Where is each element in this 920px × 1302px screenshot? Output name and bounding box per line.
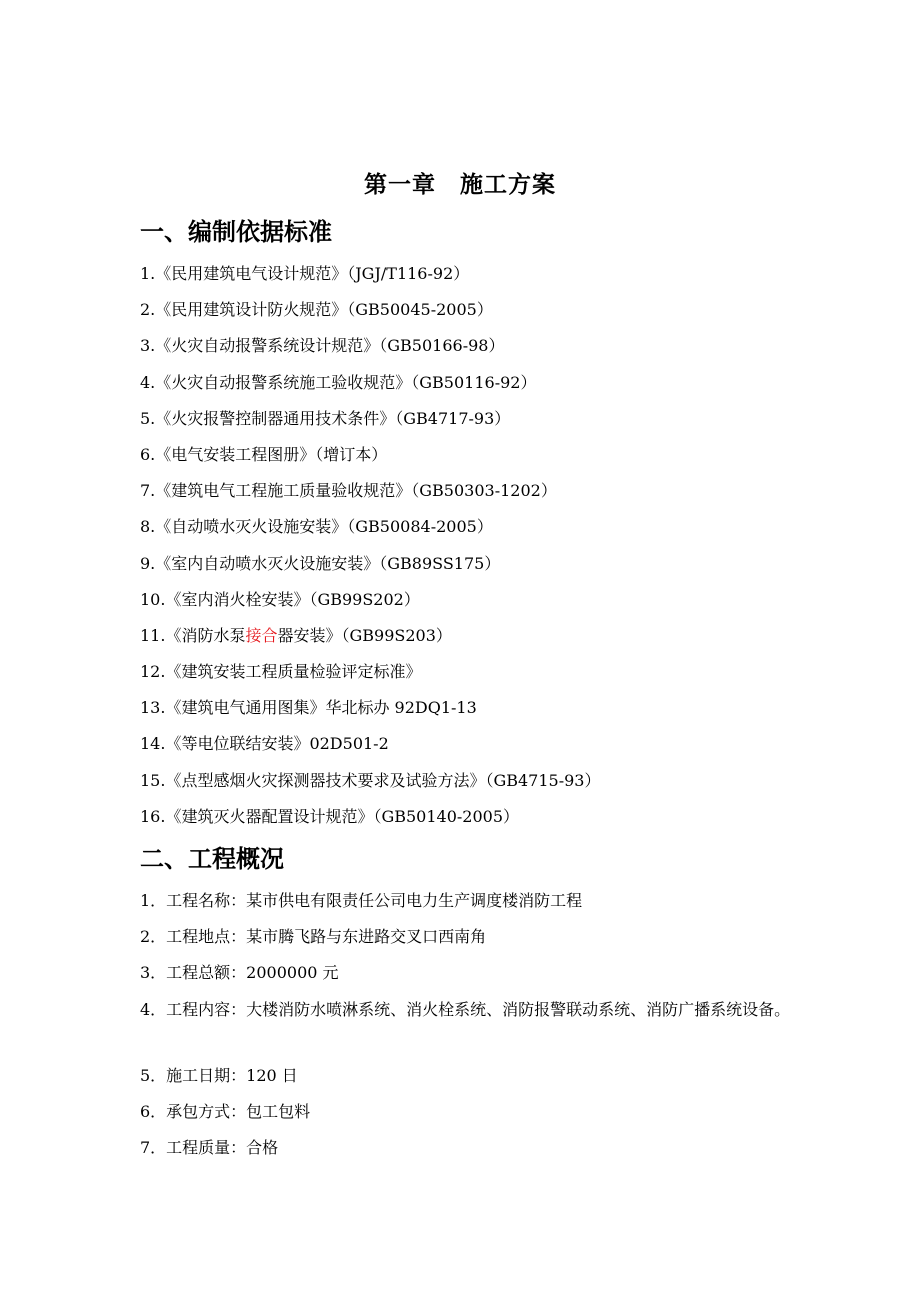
list-item: 8.《自动喷水灭火设施安装》（GB50084-2005） [140,517,493,537]
section-title-basis: 一、编制依据标准 [140,217,332,246]
list-item: 6．承包方式：包工包料 [140,1102,311,1122]
list-item-highlighted [140,624,600,660]
chapter-title: 第一章 施工方案 [364,171,556,198]
list-item: 6.《电气安装工程图册》（增订本） [140,444,388,464]
list-item: 9.《室内自动喷水灭火设施安装》（GB89SS175） [140,553,501,573]
list-item: 1.《民用建筑电气设计规范》（JGJ/T116-92） [140,264,470,283]
item-suffix: 器安装》（GB99S203） [277,625,452,645]
list-item: 3.《火灾自动报警系统设计规范》（GB50166-98） [140,336,505,356]
item-prefix: 11.《消防水泵 [140,625,246,645]
list-item: 7．工程质量：合格 [140,1138,279,1158]
list-item: 4.《火灾自动报警系统施工验收规范》（GB50116-92） [140,372,537,392]
list-item: 4．工程内容：大楼消防水喷淋系统、消火栓系统、消防报警联动系统、消防广播系统设备。 [140,999,791,1019]
list-item: 2.《民用建筑设计防火规范》（GB50045-2005） [140,300,493,320]
list-item: 5．施工日期：120 日 [140,1065,298,1085]
list-item: 2．工程地点：某市腾飞路与东进路交叉口西南角 [140,927,487,947]
list-item: 10.《室内消火栓安装》（GB99S202） [140,589,420,609]
list-item: 15.《点型感烟火灾探测器技术要求及试验方法》（GB4715-93） [140,770,601,790]
list-item: 5.《火灾报警控制器通用技术条件》（GB4717-93） [140,408,511,428]
list-item: 3．工程总额：2000000 元 [140,963,339,983]
list-item: 13.《建筑电气通用图集》华北标办 92DQ1-13 [140,698,477,718]
list-item: 1．工程名称：某市供电有限责任公司电力生产调度楼消防工程 [140,891,583,910]
section-title-overview: 二、工程概况 [140,844,284,873]
list-item: 16.《建筑灭火器配置设计规范》（GB50140-2005） [140,806,520,826]
highlighted-text: 接合 [245,625,278,645]
standards-list [140,262,600,841]
list-item: 7.《建筑电气工程施工质量验收规范》（GB50303-1202） [140,481,557,501]
list-item: 14.《等电位联结安装》02D501-2 [140,734,389,754]
list-item: 12.《建筑安装工程质量检验评定标准》 [140,662,422,682]
overview-list [140,889,800,1173]
